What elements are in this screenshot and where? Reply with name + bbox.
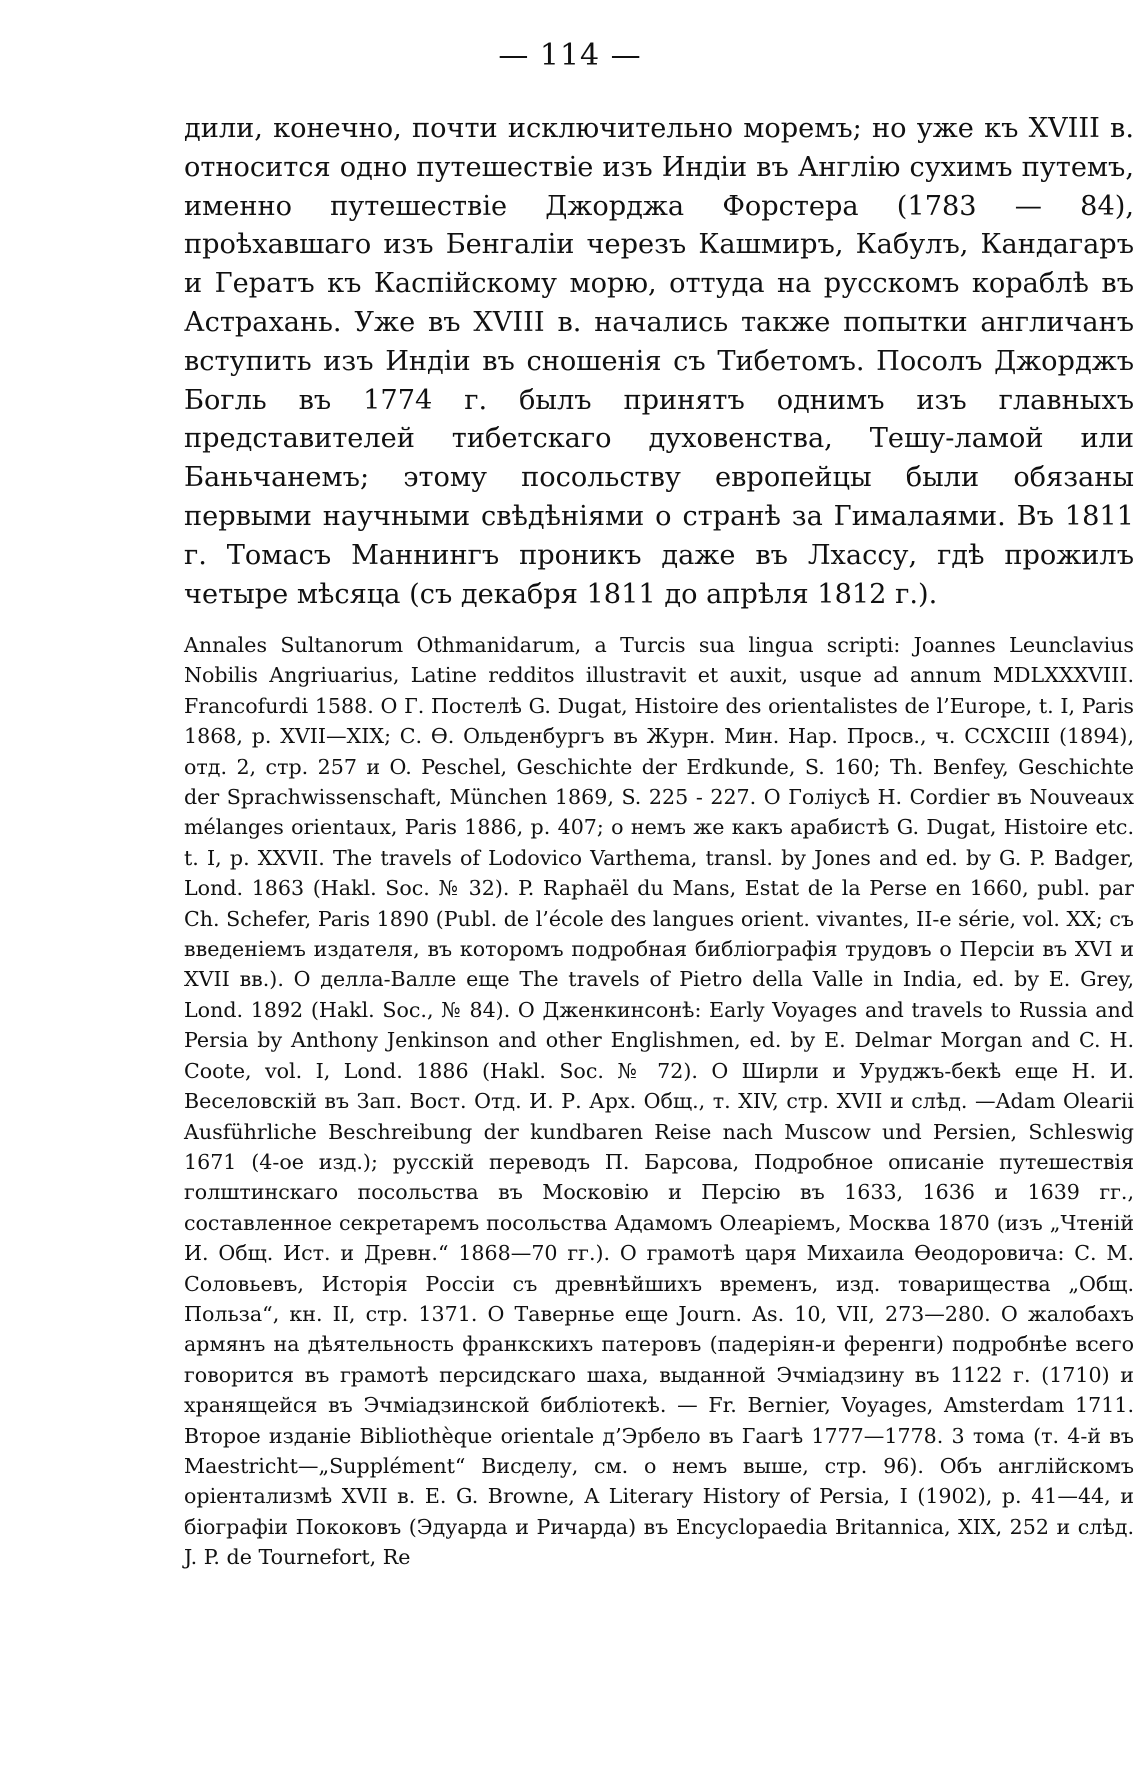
page-number: — 114 —	[498, 38, 642, 73]
main-text-paragraph: дили, конечно, почти исключительно моремъ; но уже къ XVIII в. относится одно путешествіе изъ Индіи въ Англію сухимъ путемъ, именно путешествіе Джорджа Форстера (1783 — 84), проѣхавшаго изъ Бенгаліи черезъ Кашмиръ, Кабулъ, Кандагаръ и Гератъ къ Каспійскому морю, оттуда на русскомъ кораблѣ въ Астрахань. Уже въ XVIII в. начались также попытки англичанъ вступить изъ Индіи въ сношенія съ Тибетомъ. Посолъ Джорджъ Богль въ 1774 г. былъ принятъ однимъ изъ главныхъ представителей тибетскаго духовенства, Тешу-ламой или Баньчанемъ; этому посольству европейцы были обязаны первыми научными свѣдѣніями о странѣ за Гималаями. Въ 1811 г. Томасъ Маннингъ проникъ даже въ Лхассу, гдѣ прожилъ четыре мѣсяца (съ декабря 1811 до апрѣля 1812 г.).	[184, 113, 1134, 610]
bibliographic-notes: Annales Sultanorum Othmanidarum, a Turcis sua lingua scripti: Joannes Leunclavius Nobilis Angriuarius, Latine redditos illustravit et auxit, usque ad annum MDLXXXVIII. Francofurdi 1588. О Г. Постелѣ G. Dugat, Histoire des orientalistes de l’Europe, t. I, Paris 1868, p. XVII—XIX; С. Ө. Ольденбургъ въ Журн. Мин. Нар. Просв., ч. CCXCIII (1894), отд. 2, стр. 257 и O. Peschel, Geschichte der Erdkunde, S. 160; Th. Benfey, Geschichte der Sprachwissenschaft, München 1869, S. 225 - 227. О Голіусѣ H. Cordier въ Nouveaux mélanges orientaux, Paris 1886, p. 407; о немъ же какъ арабистѣ G. Dugat, Histoire etc. t. I, p. XXVII. The travels of Lodovico Varthema, transl. by Jones and ed. by G. P. Badger, Lond. 1863 (Hakl. Soc. № 32). P. Raphaël du Mans, Estat de la Perse en 1660, publ. par Ch. Schefer, Paris 1890 (Publ. de l’école des langues orient. vivantes, II-e série, vol. XX; съ введеніемъ издателя, въ которомъ подробная библіографія трудовъ о Персіи въ XVI и XVII вв.). О делла-Валле еще The travels of Pietro della Valle in India, ed. by E. Grey, Lond. 1892 (Hakl. Soc., № 84). О Дженкинсонѣ: Early Voyages and travels to Russia and Persia by Anthony Jenkinson and other Englishmen, ed. by E. Delmar Morgan and C. H. Coote, vol. I, Lond. 1886 (Hakl. Soc. № 72). О Ширли и Уруджъ-бекѣ еще Н. И. Веселовскій въ Зап. Вост. Отд. И. Р. Арх. Общ., т. XIV, стр. XVII и слѣд. —Adam Olearii Ausführliche Beschreibung der kundbaren Reise nach Muscow und Persien, Schleswig 1671 (4-ое изд.); русскій переводъ П. Барсова, Подробное описаніе путешествія голштинскаго посольства въ Московію и Персію въ 1633, 1636 и 1639 гг., составленное секретаремъ посольства Адамомъ Олеаріемъ, Москва 1870 (изъ „Чтеній И. Общ. Ист. и Древн.“ 1868—70 гг.). О грамотѣ царя Михаила Өеодоровича: С. М. Соловьевъ, Исторія Россіи съ древнѣйшихъ временъ, изд. товарищества „Общ. Польза“, кн. II, стр. 1371. О Тавернье еще Journ. As. 10, VII, 273—280. О жалобахъ армянъ на дѣятельность франкскихъ патеровъ (падеріян-и ференги) подробнѣе всего говорится въ грамотѣ персидскаго шаха, выданной Эчміадзину въ 1122 г. (1710) и хранящейся въ Эчміадзинской библіотекѣ. — Fr. Bernier, Voyages, Amsterdam 1711. Второе изданіе Bibliothèque orientale д’Эрбело въ Гаагѣ 1777—1778. 3 тома (т. 4-й въ Maestricht—„Supplément“ Висделу, см. о немъ выше, стр. 96). Объ англійскомъ оріентализмѣ XVII в. E. G. Browne, A Literary History of Persia, I (1902), p. 41—44, и біографіи Пококовъ (Эдуарда и Ричарда) въ Encyclopaedia Britannica, XIX, 252 и слѣд. J. P. de Tournefort, Re	[184, 633, 1134, 1570]
